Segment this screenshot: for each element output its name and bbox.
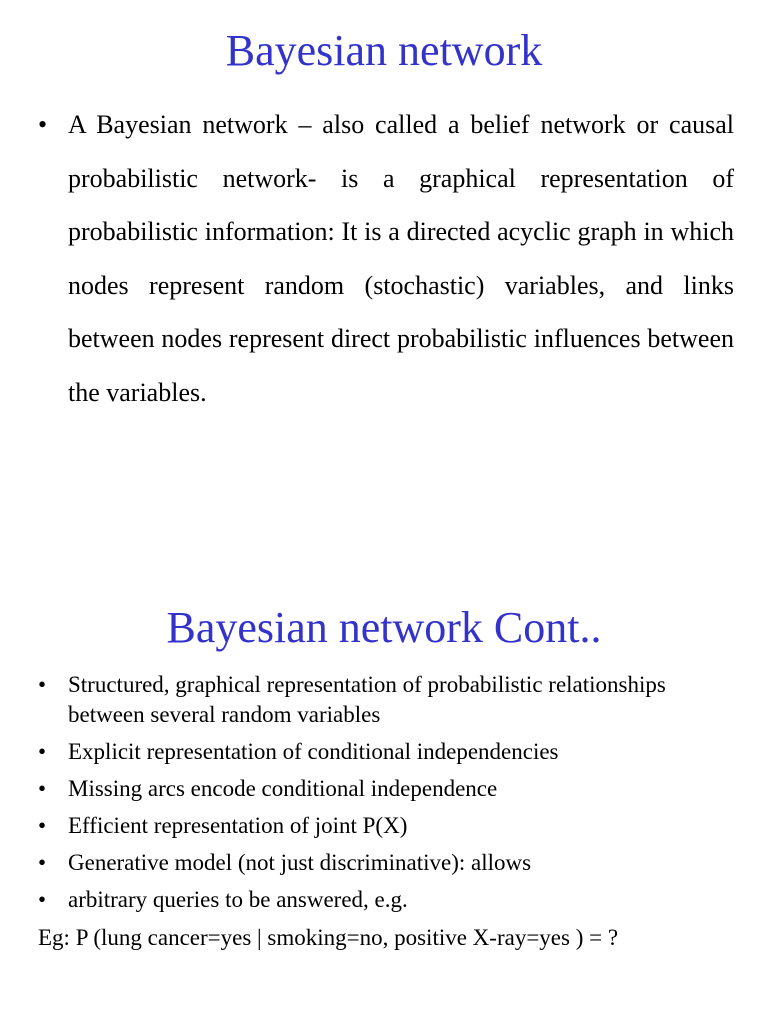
definition-paragraph: A Bayesian network – also called a belief network or causal probabilistic network- is a graphical representation of probabilistic information: It is a directed acyclic graph in which nodes represent random (stochastic) variables, and links between nodes represent direct probabilistic influences between the variables. xyxy=(68,110,734,407)
example-query: Eg: P (lung cancer=yes | smoking=no, positive X-ray=yes ) = ? xyxy=(38,925,619,950)
list-item-text: Structured, graphical representation of probabilistic relationships between several random variables xyxy=(68,672,666,727)
bullet-marker: • xyxy=(38,887,47,912)
list-item-text: Efficient representation of joint P(X) xyxy=(68,813,408,838)
list-item-text: Missing arcs encode conditional independence xyxy=(68,776,498,801)
list-item xyxy=(0,811,768,841)
page-title: Bayesian network xyxy=(225,26,543,75)
bullet-marker: • xyxy=(38,672,47,697)
bullet-marker: • xyxy=(38,776,47,801)
list-item xyxy=(0,774,768,804)
list-item xyxy=(0,885,768,915)
list-item-text: arbitrary queries to be answered, e.g. xyxy=(68,887,408,912)
list-item xyxy=(0,670,768,730)
bullet-marker: • xyxy=(38,739,47,764)
bullet-marker: • xyxy=(38,813,47,838)
list-item xyxy=(0,848,768,878)
bullet-marker: • xyxy=(38,850,47,875)
section-title: Bayesian network Cont.. xyxy=(166,603,602,652)
list-item xyxy=(0,737,768,767)
list-item-text: Explicit representation of conditional independencies xyxy=(68,739,559,764)
bullet-list xyxy=(0,670,768,922)
list-item-text: Generative model (not just discriminative): allows xyxy=(68,850,532,875)
bullet-marker: • xyxy=(38,110,48,139)
